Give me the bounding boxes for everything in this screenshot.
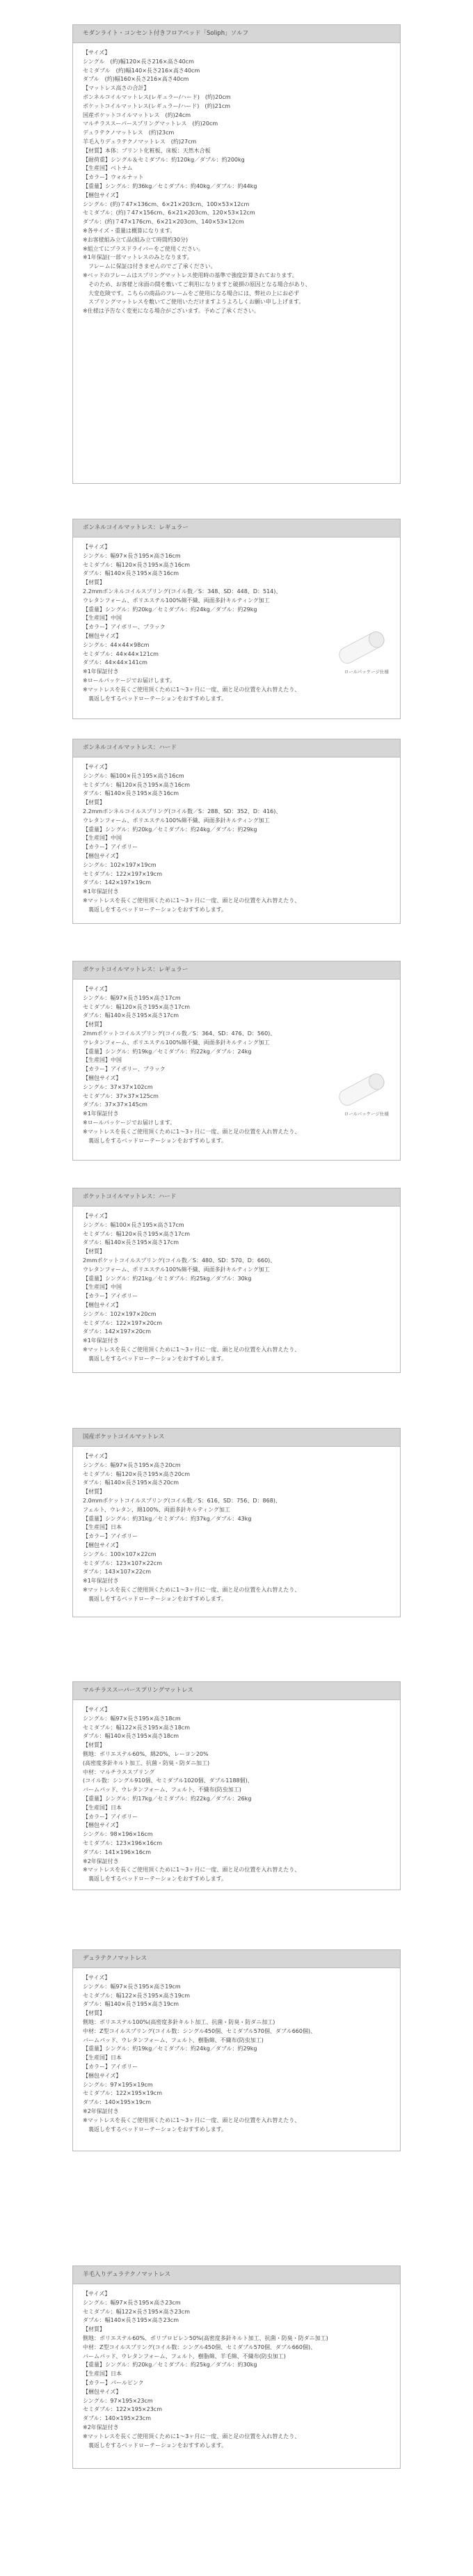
spec-line: 裏返しをするベッドローテーションをおすすめします。 bbox=[83, 695, 227, 702]
spec-line: 【マットレス高さの合計】 bbox=[83, 85, 150, 92]
spec-line: 【材質】 bbox=[83, 1489, 105, 1495]
spec-line: ダブル：幅140×長さ195×高さ19cm bbox=[83, 2001, 179, 2008]
section-body bbox=[73, 980, 400, 1151]
spec-line: シングル：幅97×長さ195×高さ16cm bbox=[83, 552, 181, 559]
spec-line: 2.0mmポケットコイルスプリング(コイル数／S：616、SD：756、D：868)、 bbox=[83, 1497, 281, 1504]
spec-line: セミダブル：122×197×20cm bbox=[83, 1319, 162, 1326]
spec-line: ※マットレスを長くご使用頂くために1〜3ヶ月に一度、頭と足の位置を入れ替えたり、 bbox=[83, 1867, 300, 1874]
spec-line: ※各サイズ・重量は概算になります。 bbox=[83, 227, 176, 234]
spec-line: 中材：Z型コイルスプリング(コイル数：シングル450個、セミダブル570個、ダブル660個)、 bbox=[83, 2027, 316, 2034]
spec-line: 【梱包サイズ】 bbox=[83, 1822, 122, 1829]
spec-line: ※マットレスを長くご使用頂くために1〜3ヶ月に一度、頭と足の位置を入れ替えたり、 bbox=[83, 2433, 300, 2440]
spec-line: ダブル：140×195×23cm bbox=[83, 2415, 151, 2422]
spec-line: 【材質】 bbox=[83, 799, 105, 806]
spec-section bbox=[72, 24, 401, 484]
spec-line: 中材：Z型コイルスプリング(コイル数：シングル450個、セミダブル570個、ダブル660個)、 bbox=[83, 2343, 316, 2350]
spec-line: ※お客様組み立て品(組み立て時間約30分) bbox=[83, 236, 189, 243]
spec-line: セミダブル：122×195×23cm bbox=[83, 2406, 162, 2413]
spec-line: ※1年保証付き bbox=[83, 1578, 119, 1585]
spec-line: ダブル：37×37×145cm bbox=[83, 1101, 147, 1108]
spec-line: シングル：幅97×長さ195×高さ19cm bbox=[83, 1983, 181, 1990]
spec-line: ※1年保証付き bbox=[83, 888, 119, 895]
section-body bbox=[73, 1207, 400, 1369]
spec-line: 【重量】シングル：約17kg／セミダブル：約22kg／ダブル：26kg bbox=[83, 1795, 252, 1802]
spec-line: シングル：97×195×19cm bbox=[83, 2081, 153, 2088]
spec-line: 側地：ポリエステル60%、ポリプロピレン50%(高密度多針キルト加工、抗菌・防臭・防ダニ加工) bbox=[83, 2334, 328, 2341]
spec-line: 側地：ポリエステル60%、綿20%、レーヨン20% bbox=[83, 1750, 209, 1757]
spec-line: シングル：幅100×長さ195×高さ17cm bbox=[83, 1221, 184, 1228]
spec-line: 【材質】 bbox=[83, 2010, 105, 2017]
spec-line: 【梱包サイズ】 bbox=[83, 1541, 122, 1548]
spec-line: 【カラー】ウォルナット bbox=[83, 174, 144, 181]
spec-line: 【サイズ】 bbox=[83, 1974, 111, 1981]
spec-line: 【生産国】日本 bbox=[83, 1524, 122, 1531]
spec-line: 大変危険です。こちらの商品のフレームをご使用になる場合には、弊社の上にお必ず bbox=[83, 290, 300, 297]
section-title: ポケットコイルマットレス：レギュラー bbox=[73, 961, 400, 980]
spec-line: ウレタンフォーム、ポリエステル100%綿不織、両面多針キルティング加工 bbox=[83, 597, 270, 604]
spec-line: シングル：102×197×20cm bbox=[83, 1310, 157, 1317]
spec-line: シングル：幅97×長さ195×高さ23cm bbox=[83, 2299, 181, 2306]
spec-line: ※1年保証付き bbox=[83, 1337, 119, 1344]
section-title: 国産ポケットコイルマットレス bbox=[73, 1429, 400, 1447]
spec-line: 【梱包サイズ】 bbox=[83, 1074, 122, 1081]
section-body bbox=[73, 1968, 400, 2139]
spec-line: シングル：102×197×19cm bbox=[83, 861, 157, 868]
spec-line: 【生産国】中国 bbox=[83, 1284, 122, 1291]
spec-line: セミダブル：幅120×長さ195×高さ17cm bbox=[83, 1230, 190, 1237]
spec-line: ダブル：幅140×長さ195×高さ16cm bbox=[83, 570, 179, 577]
spec-line: ※仕様は予告なく変更になる場合がございます。予めご了承ください。 bbox=[83, 308, 260, 315]
spec-line: 【材質】 bbox=[83, 2326, 105, 2333]
roll-package-illustration bbox=[328, 1071, 389, 1127]
spec-line: ダブル：(約)７47×176cm、6×21×203cm、140×53×12cm bbox=[83, 219, 244, 226]
spec-line: ダブル：幅140×長さ195×高さ16cm bbox=[83, 790, 179, 797]
spec-line: バームパッド、ウレタンフォーム、フェルト、不織布(防虫加工) bbox=[83, 1786, 241, 1793]
spec-line: 【カラー】アイボリー bbox=[83, 1533, 138, 1540]
spec-line: ※2年保証付き bbox=[83, 1858, 119, 1864]
spec-line: シングル (約)幅120×長さ216×高さ40cm bbox=[83, 58, 194, 65]
spec-line: ポケットコイルマットレス(レギュラー/ハード) (約)21cm bbox=[83, 102, 231, 109]
section-body bbox=[73, 2284, 400, 2456]
spec-section bbox=[72, 1681, 401, 1890]
spec-line: 【梱包サイズ】 bbox=[83, 632, 122, 639]
spec-line: 【梱包サイズ】 bbox=[83, 1301, 122, 1308]
spec-line: シングル：幅100×長さ195×高さ16cm bbox=[83, 772, 184, 779]
spec-line: セミダブル：幅122×長さ195×高さ23cm bbox=[83, 2308, 190, 2315]
spec-line: 【生産国】日本 bbox=[83, 2055, 122, 2061]
spec-line: セミダブル：123×196×16cm bbox=[83, 1839, 162, 1846]
spec-line: 【サイズ】 bbox=[83, 1706, 111, 1713]
spec-line: 国産ポケットコイルマットレス (約)24cm bbox=[83, 111, 191, 118]
spec-section bbox=[72, 1428, 401, 1617]
spec-line: ダブル：142×197×19cm bbox=[83, 879, 151, 886]
spec-line: (高密度多針キルト加工、抗菌・防臭・防ダニ加工) bbox=[83, 1759, 210, 1766]
spec-line: ダブル：幅140×長さ195×高さ23cm bbox=[83, 2317, 179, 2324]
spec-line: ダブル：44×44×141cm bbox=[83, 659, 147, 666]
section-title: モダンライト・コンセント付きフロアベッド「Soliph」ソルフ bbox=[73, 25, 400, 43]
spec-line: 裏返しをするベッドローテーションをおすすめします。 bbox=[83, 1137, 227, 1144]
spec-line: ウレタンフォーム、ポリエステル100%綿不織、両面多針キルティング加工 bbox=[83, 1039, 270, 1046]
spec-line: ※組立てにプラスドライバーをご使用ください。 bbox=[83, 245, 205, 252]
spec-line: 【重量】シングル：約31kg／セミダブル：約37kg／ダブル：43kg bbox=[83, 1515, 252, 1522]
spec-line: ダブル (約)幅160×長さ216×高さ40cm bbox=[83, 76, 189, 83]
roll-package-illustration bbox=[328, 629, 389, 685]
section-title: ボンネルコイルマットレス：ハード bbox=[73, 739, 400, 757]
spec-line: ダブル：幅140×長さ195×高さ18cm bbox=[83, 1733, 179, 1740]
spec-line: 【サイズ】 bbox=[83, 2291, 111, 2297]
spec-line: 【生産国】ベトナム bbox=[83, 165, 133, 172]
spec-line: ダブル：140×195×19cm bbox=[83, 2099, 151, 2106]
roll-package-caption: ロールパッケージ仕様 bbox=[344, 1111, 389, 1117]
spec-line: ※マットレスを長くご使用頂くために1〜3ヶ月に一度、頭と足の位置を入れ替えたり、 bbox=[83, 897, 300, 904]
spec-line: 【カラー】アイボリー bbox=[83, 2063, 138, 2070]
spec-section bbox=[72, 961, 401, 1161]
spec-line: 【材質】 bbox=[83, 1248, 105, 1255]
spec-line: シングル：幅97×長さ195×高さ17cm bbox=[83, 994, 181, 1001]
rolled-mattress-icon bbox=[336, 629, 387, 666]
spec-line: ※マットレスを長くご使用頂くために1〜3ヶ月に一度、頭と足の位置を入れ替えたり、 bbox=[83, 1346, 300, 1353]
spec-line: 【サイズ】 bbox=[83, 49, 111, 56]
spec-line: ウレタンフォーム、ポリエステル100%綿不織、両面多針キルティング加工 bbox=[83, 1266, 270, 1273]
spec-line: 【生産国】日本 bbox=[83, 2371, 122, 2378]
section-title: ボンネルコイルマットレス：レギュラー bbox=[73, 519, 400, 537]
spec-line: 【重量】シングル：約20kg／セミダブル：約24kg／ダブル：約29kg bbox=[83, 606, 257, 613]
section-title: デュラテクノマットレス bbox=[73, 1950, 400, 1968]
spec-line: ダブル：幅140×長さ195×高さ17cm bbox=[83, 1012, 179, 1019]
spec-line: デュラテクノマットレス (約)23cm bbox=[83, 129, 175, 136]
spec-line: 【サイズ】 bbox=[83, 1453, 111, 1459]
spec-line: そのため、お客様と床面の間を敷いてご利用になりますと破損の原因となる場合があり、 bbox=[83, 281, 311, 288]
spec-line: シングル：97×195×23cm bbox=[83, 2397, 153, 2404]
spec-line: 裏返しをするベッドローテーションをおすすめします。 bbox=[83, 2126, 227, 2133]
spec-line: 2.2mmボンネルコイルスプリング(コイル数／S：288、SD：352、D：416)、 bbox=[83, 808, 282, 815]
spec-line: 【生産国】中国 bbox=[83, 835, 122, 842]
spec-line: 【材質】 bbox=[83, 1021, 105, 1028]
spec-line: ※ベッドのフレームはスプリングマットレス使用時の基準で強度計算されております。 bbox=[83, 272, 298, 278]
spec-line: 【重量】シングル：約21kg／セミダブル：約25kg／ダブル：30kg bbox=[83, 1275, 252, 1282]
spec-line: 【サイズ】 bbox=[83, 986, 111, 992]
spec-line: ※マットレスを長くご使用頂くために1〜3ヶ月に一度、頭と足の位置を入れ替えたり、 bbox=[83, 686, 300, 693]
spec-section bbox=[72, 519, 401, 719]
spec-line: セミダブル：122×195×19cm bbox=[83, 2090, 162, 2097]
spec-line: 中材：マルチラススプリング bbox=[83, 1768, 155, 1775]
spec-line: 【生産国】中国 bbox=[83, 1057, 122, 1064]
spec-line: ※マットレスを長くご使用頂くために1〜3ヶ月に一度、頭と足の位置を入れ替えたり、 bbox=[83, 1128, 300, 1135]
spec-line: 【重量】シングル：約19kg／セミダブル：約22kg／ダブル：24kg bbox=[83, 1048, 252, 1055]
spec-line: ※ロールパッケージでお届けします。 bbox=[83, 1119, 176, 1126]
spec-line: バームパッド、ウレタンフォーム、フェルト、樹脂綿、不織布(防虫加工) bbox=[83, 2036, 264, 2043]
section-body bbox=[73, 757, 400, 920]
spec-line: ※2年保証付き bbox=[83, 2424, 119, 2430]
spec-line: 裏返しをするベッドローテーションをおすすめします。 bbox=[83, 1355, 227, 1362]
spec-line: 【カラー】パールピンク bbox=[83, 2379, 144, 2386]
spec-line: 【重量】シングル：約19kg／セミダブル：約24kg／ダブル：約29kg bbox=[83, 2045, 257, 2052]
spec-line: ※1年保証付き bbox=[83, 668, 119, 675]
spec-section bbox=[72, 739, 401, 924]
spec-section bbox=[72, 2265, 401, 2469]
spec-line: 【カラー】アイボリー、ブラック bbox=[83, 624, 166, 631]
spec-line: セミダブル：(約)７47×156cm、6×21×203cm、120×53×12cm bbox=[83, 210, 255, 217]
spec-line: ボンネルコイルマットレス(レギュラー/ハード) (約)20cm bbox=[83, 93, 231, 100]
section-body bbox=[73, 43, 400, 322]
spec-line: (コイル数：シングル910個、セミダブル1020個、ダブル1188個)、 bbox=[83, 1777, 253, 1784]
spec-line: スプリングマットレスを敷いてご使用いただけますようよろしくお願い申し上げます。 bbox=[83, 299, 305, 306]
spec-line: 【カラー】アイボリー、ブラック bbox=[83, 1066, 166, 1073]
spec-line: 【重量】シングル：約20kg／セミダブル：約25kg／ダブル：約30kg bbox=[83, 2362, 257, 2369]
spec-line: シングル：37×37×102cm bbox=[83, 1083, 153, 1090]
spec-line: 2.2mmボンネルコイルスプリング(コイル数／S：348、SD：448、D：514)、 bbox=[83, 588, 282, 595]
spec-line: ※1年保証(一部マットレスのみとなります。 bbox=[83, 254, 193, 261]
section-title: ポケットコイルマットレス：ハード bbox=[73, 1188, 400, 1207]
section-body bbox=[73, 537, 400, 709]
spec-line: 【重量】シングル：約36kg／セミダブル：約40kg／ダブル：約44kg bbox=[83, 182, 257, 189]
spec-line: 裏返しをするベッドローテーションをおすすめします。 bbox=[83, 906, 227, 913]
section-body bbox=[73, 1447, 400, 1610]
roll-package-caption: ロールパッケージ仕様 bbox=[344, 669, 389, 675]
spec-line: 【梱包サイズ】 bbox=[83, 191, 122, 198]
spec-line: セミダブル (約)幅140×長さ216×高さ40cm bbox=[83, 67, 200, 74]
spec-line: シングル：100×107×22cm bbox=[83, 1550, 157, 1557]
spec-line: シングル：(約)７47×136cm、6×21×203cm、100×53×12cm bbox=[83, 201, 250, 207]
spec-line: ※2年保証付き bbox=[83, 2107, 119, 2114]
spec-line: セミダブル：幅120×長さ195×高さ16cm bbox=[83, 561, 190, 568]
spec-line: 裏返しをするベッドローテーションをおすすめします。 bbox=[83, 2442, 227, 2449]
spec-line: シングル：98×196×16cm bbox=[83, 1831, 153, 1838]
spec-line: 【カラー】アイボリー bbox=[83, 844, 138, 851]
spec-line: ※1年保証付き bbox=[83, 1110, 119, 1117]
spec-line: セミダブル：123×107×22cm bbox=[83, 1560, 162, 1566]
spec-line: ダブル：142×197×20cm bbox=[83, 1328, 151, 1335]
spec-line: 【梱包サイズ】 bbox=[83, 852, 122, 859]
spec-line: シングル：幅97×長さ195×高さ20cm bbox=[83, 1461, 181, 1468]
spec-line: ※マットレスを長くご使用頂くために1〜3ヶ月に一度、頭と足の位置を入れ替えたり、 bbox=[83, 2116, 300, 2123]
spec-line: シングル：44×44×98cm bbox=[83, 641, 150, 648]
spec-line: 【重量】シングル：約20kg／セミダブル：約24kg／ダブル：約29kg bbox=[83, 826, 257, 833]
spec-line: ダブル：幅140×長さ195×高さ20cm bbox=[83, 1479, 179, 1486]
spec-line: 側地：ポリエステル100%(高密度多針キルト加工、抗菌・防臭・防ダニ加工) bbox=[83, 2018, 275, 2025]
spec-line: セミダブル：37×37×125cm bbox=[83, 1092, 159, 1099]
spec-line: ダブル：143×107×22cm bbox=[83, 1569, 151, 1576]
spec-line: フレームに保証は付きませんのでご了承ください。 bbox=[83, 263, 216, 270]
spec-line: 裏返しをするベッドローテーションをおすすめします。 bbox=[83, 1595, 227, 1602]
spec-section bbox=[72, 1188, 401, 1373]
spec-line: 【サイズ】 bbox=[83, 764, 111, 770]
spec-line: バームパッド、ウレタンフォーム、フェルト、樹脂綿、羊毛綿、不織布(防虫加工) bbox=[83, 2353, 286, 2359]
spec-line: ウレタンフォーム、ポリエステル100%綿不織、両面多針キルティング加工 bbox=[83, 817, 270, 824]
spec-section bbox=[72, 1949, 401, 2151]
spec-line: シングル：幅97×長さ195×高さ18cm bbox=[83, 1715, 181, 1722]
spec-line: 【梱包サイズ】 bbox=[83, 2072, 122, 2079]
spec-line: セミダブル：44×44×121cm bbox=[83, 650, 159, 657]
spec-line: 2mmポケットコイルスプリング(コイル数／S：480、SD：570、D：660)、 bbox=[83, 1257, 276, 1264]
spec-line: 羊毛入りデュラテクノマットレス (約)27cm bbox=[83, 138, 197, 145]
spec-line: ※マットレスを長くご使用頂くために1〜3ヶ月に一度、頭と足の位置を入れ替えたり、 bbox=[83, 1586, 300, 1593]
spec-line: 【材質】 bbox=[83, 579, 105, 586]
section-title: 羊毛入りデュラテクノマットレス bbox=[73, 2266, 400, 2284]
spec-line: マルチラススーパースプリングマットレス (約)20cm bbox=[83, 120, 218, 127]
spec-line: 【生産国】中国 bbox=[83, 615, 122, 622]
spec-line: セミダブル：122×197×19cm bbox=[83, 870, 162, 877]
section-title: マルチラススーパースプリングマットレス bbox=[73, 1682, 400, 1700]
spec-line: 【生産国】日本 bbox=[83, 1804, 122, 1811]
spec-line: セミダブル：幅122×長さ195×高さ18cm bbox=[83, 1724, 190, 1731]
spec-line: 【耐荷重】シングル＆セミダブル：約120kg／ダブル：約200kg bbox=[83, 156, 245, 163]
spec-line: セミダブル：幅120×長さ195×高さ17cm bbox=[83, 1003, 190, 1010]
spec-line: 【材質】 bbox=[83, 1742, 105, 1749]
spec-line: 裏返しをするベッドローテーションをおすすめします。 bbox=[83, 1876, 227, 1883]
spec-line: 【材質】本体：プリント化粧板、床板：天然木合板 bbox=[83, 147, 211, 154]
spec-line: 【サイズ】 bbox=[83, 544, 111, 550]
spec-line: 【カラー】アイボリー bbox=[83, 1293, 138, 1300]
spec-line: セミダブル：幅122×長さ195×高さ19cm bbox=[83, 1992, 190, 1999]
spec-line: ダブル：幅140×長さ195×高さ17cm bbox=[83, 1239, 179, 1246]
spec-line: 2mmポケットコイルスプリング(コイル数／S：364、SD：476、D：560)、 bbox=[83, 1030, 276, 1037]
section-body bbox=[73, 1700, 400, 1890]
spec-line: セミダブル：幅120×長さ195×高さ20cm bbox=[83, 1470, 190, 1477]
spec-line: 【カラー】アイボリー bbox=[83, 1813, 138, 1820]
spec-line: 【梱包サイズ】 bbox=[83, 2388, 122, 2395]
rolled-mattress-icon bbox=[336, 1071, 387, 1108]
spec-line: セミダブル：幅120×長さ195×高さ16cm bbox=[83, 781, 190, 788]
spec-line: ダブル：141×196×16cm bbox=[83, 1848, 151, 1855]
spec-line: フェルト、ウレタン、綿100%、両面多針キルティング加工 bbox=[83, 1506, 230, 1513]
spec-line: ※ロールパッケージでお届けします。 bbox=[83, 677, 176, 684]
spec-line: 【サイズ】 bbox=[83, 1213, 111, 1219]
